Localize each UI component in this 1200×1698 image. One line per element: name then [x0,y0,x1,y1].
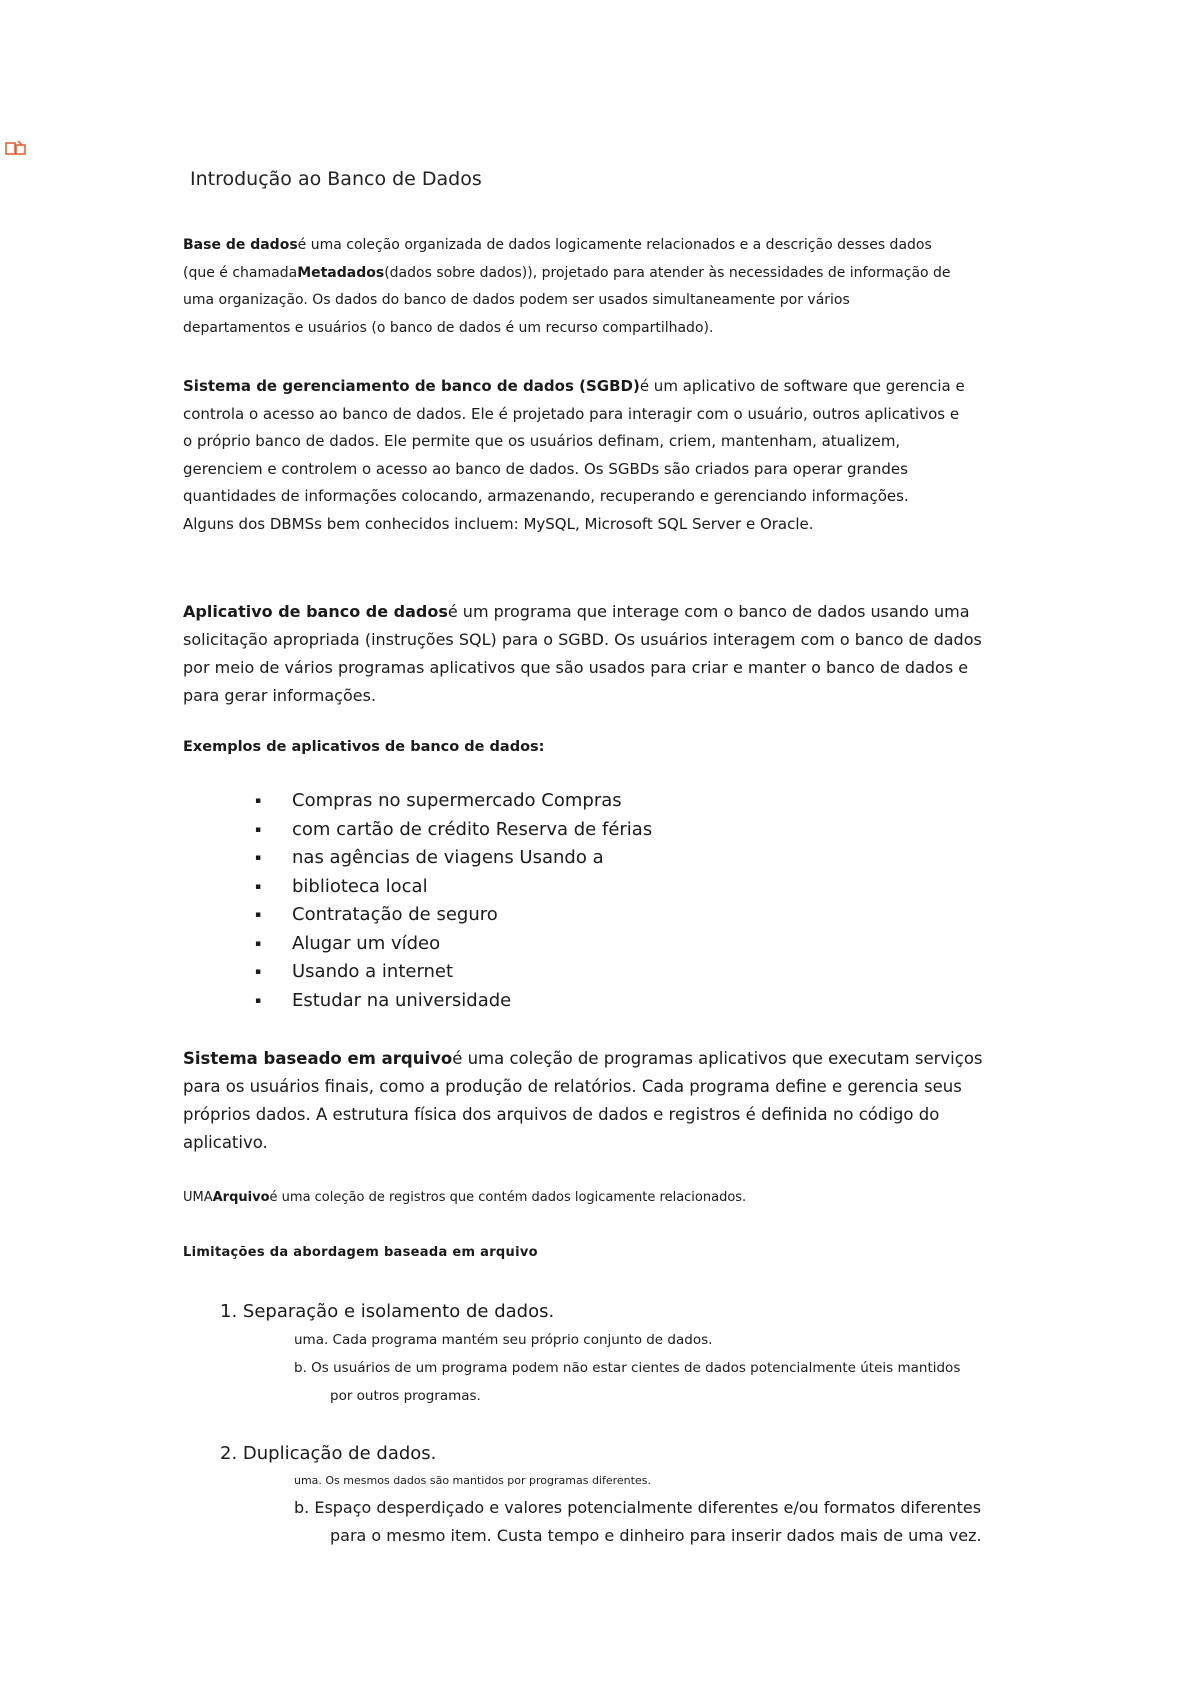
list-item: ▪ nas agências de viagens Usando a [255,844,955,873]
list-item: ▪ Alugar um vídeo [255,930,955,959]
list-item: ▪ com cartão de crédito Reserva de férias [255,816,955,845]
p3-line1: é um programa que interage com o banco de dados usando uma [447,602,970,621]
list-item: ▪ Compras no supermercado Compras [255,787,955,816]
p2-line1: é um aplicativo de software que gerencia e [639,377,965,395]
term-arquivo: Arquivo [212,1190,270,1205]
p2-line5: quantidades de informações colocando, armazenando, recuperando e gerenciando informações. [183,487,909,505]
p2-line6: Alguns dos DBMSs bem conhecidos incluem: MySQL, Microsoft SQL Server e Oracle. [183,514,814,533]
limitation-1-title: 1. Separação e isolamento de dados. [220,1301,555,1322]
paragraph-sgbd [183,373,1023,538]
p2-line2: controla o acesso ao banco de dados. Ele é projetado para interagir com o usuário, outros aplicativos e [183,404,960,423]
limitation-2 [220,1440,1020,1550]
p1-line3: uma organização. Os dados do banco de dados podem ser usados simultaneamente por vários [183,292,850,308]
list-item: ▪ Contratação de seguro [255,901,955,930]
p1-line1: é uma coleção organizada de dados logicamente relacionados e a descrição desses dados [297,237,932,253]
limitation-1-a: uma. Cada programa mantém seu próprio conjunto de dados. [294,1332,713,1348]
page-title: Introdução ao Banco de Dados [190,168,482,190]
limitation-2-a: uma. Os mesmos dados são mantidos por programas diferentes. [294,1474,651,1487]
examples-heading: Exemplos de aplicativos de banco de dados: [183,739,545,755]
p5-prefix: UMA [183,1190,213,1205]
p3-line4: para gerar informações. [183,686,377,705]
term-aplicativo: Aplicativo de banco de dados [183,602,448,621]
paragraph-sistema-arquivo [183,1045,1023,1157]
term-sistema-arquivo: Sistema baseado em arquivo [183,1049,453,1068]
list-item: ▪ Estudar na universidade [255,987,955,1016]
p4-line2: para os usuários finais, como a produção de relatórios. Cada programa define e gerencia seus [183,1077,962,1096]
limitation-1 [220,1298,1020,1410]
list-item: ▪ Usando a internet [255,958,955,987]
limitation-1-b: b. Os usuários de um programa podem não estar cientes de dados potencialmente úteis mantidos [294,1360,961,1376]
term-metadados: Metadados [297,264,385,281]
limitations-heading: Limitações da abordagem baseada em arquivo [183,1245,538,1260]
paragraph-arquivo [183,1190,1023,1205]
limitation-2-title: 2. Duplicação de dados. [220,1443,437,1464]
paragraph-aplicativo [183,598,1023,710]
p4-line1: é uma coleção de programas aplicativos que executam serviços [452,1049,983,1068]
limitation-2-b-cont: para o mesmo item. Custa tempo e dinheiro para inserir dados mais de uma vez. [330,1526,982,1545]
term-sgbd: Sistema de gerenciamento de banco de dados (SGBD) [183,377,640,395]
limitation-1-b-cont: por outros programas. [330,1388,481,1404]
examples-list [255,787,955,1015]
p1-line4: departamentos e usuários (o banco de dados é um recurso compartilhado). [183,319,714,336]
list-item: ▪ biblioteca local [255,873,955,902]
p1-line2b: (dados sobre dados)), projetado para atender às necessidades de informação de [384,264,951,281]
p2-line4: gerenciem e controlem o acesso ao banco de dados. Os SGBDs são criados para operar grandes [183,459,908,478]
limitation-2-b: b. Espaço desperdiçado e valores potencialmente diferentes e/ou formatos diferentes [294,1498,982,1517]
p5-rest: é uma coleção de registros que contém dados logicamente relacionados. [269,1190,747,1205]
term-base-de-dados: Base de dados [183,237,298,253]
p1-line2a: (que é chamada [183,264,298,281]
p2-line3: o próprio banco de dados. Ele permite que os usuários definam, criem, mantenham, atualizem, [183,432,901,450]
paragraph-base-de-dados [183,232,1023,342]
p4-line3: próprios dados. A estrutura física dos arquivos de dados e registros é definida no código do [183,1105,940,1124]
p4-line4: aplicativo. [183,1133,268,1152]
p3-line3: por meio de vários programas aplicativos que são usados para criar e manter o banco de dados e [183,658,969,677]
edit-note-icon [5,140,27,156]
p3-line2: solicitação apropriada (instruções SQL) para o SGBD. Os usuários interagem com o banco de dados [183,630,982,649]
